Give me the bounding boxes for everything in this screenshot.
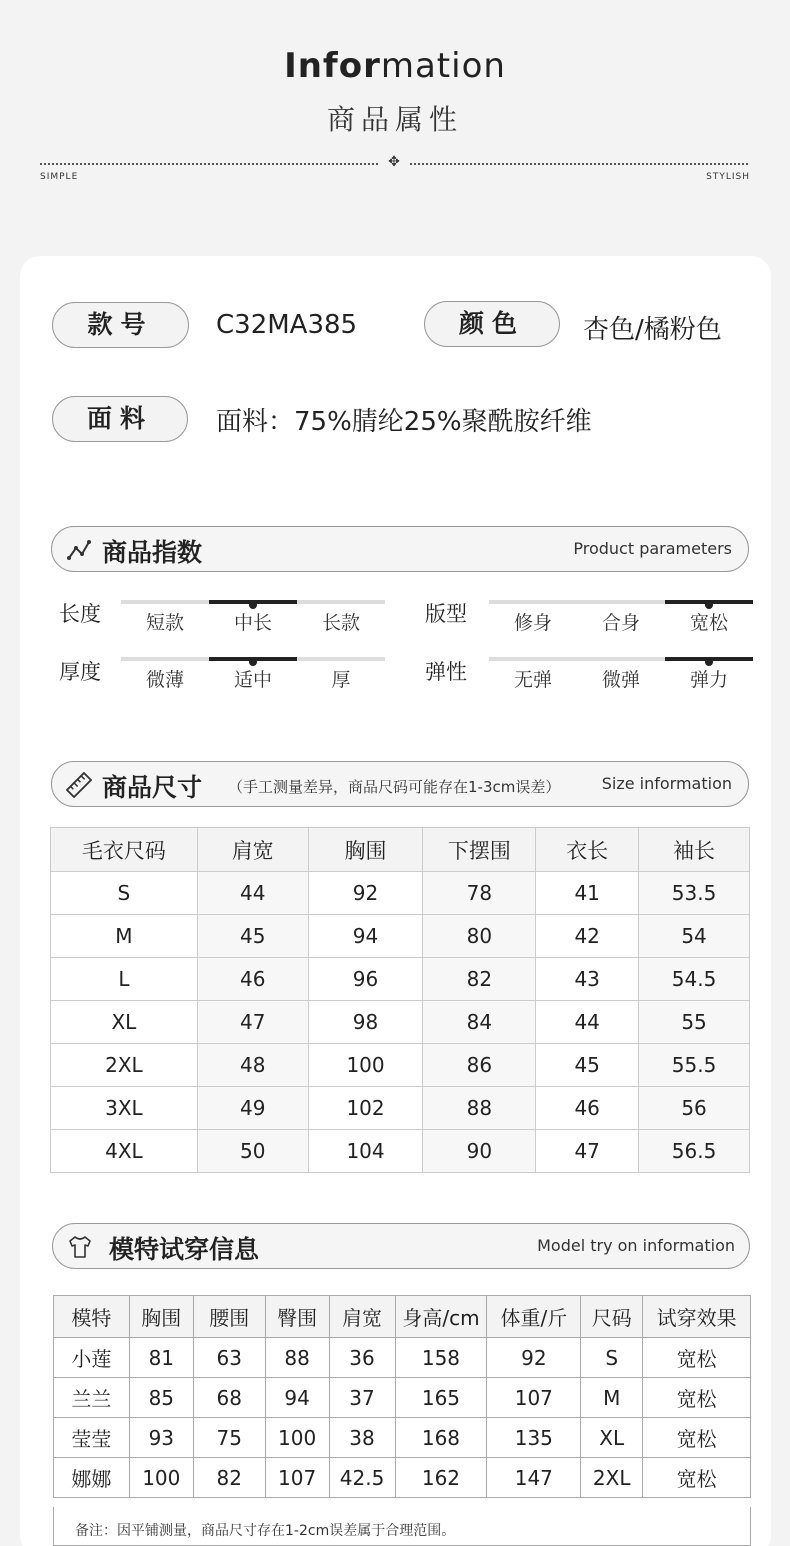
model-cell: 宽松 [643,1418,751,1458]
table-row [51,1001,750,1044]
index-option: 短款 [145,612,184,634]
size-cell: 96 [308,958,423,1001]
model-cell: 158 [395,1338,487,1378]
index-option: 适中 [233,669,272,691]
size-cell: 86 [423,1044,536,1087]
size-cell: 50 [197,1130,308,1173]
page-title: Information [284,46,506,86]
size-cell: 49 [197,1087,308,1130]
size-cell: M [51,915,198,958]
size-cell: 53.5 [639,872,750,915]
table-row [54,1378,751,1418]
model-cell: 92 [487,1338,581,1378]
model-header-cell: 试穿效果 [643,1296,751,1338]
size-cell: 42 [536,915,639,958]
divider-left [40,163,378,165]
model-header-cell: 尺码 [581,1296,643,1338]
model-cell: 宽松 [643,1458,751,1498]
index-option: 修身 [513,612,552,634]
size-cell: 82 [423,958,536,1001]
model-header-cell: 臀围 [265,1296,329,1338]
size-cell: S [51,872,198,915]
size-cell: 84 [423,1001,536,1044]
model-cell: 93 [129,1418,193,1458]
size-cell: 46 [197,958,308,1001]
model-cell: 37 [329,1378,395,1418]
size-cell: 54.5 [639,958,750,1001]
size-cell: 94 [308,915,423,958]
size-cell: 55 [639,1001,750,1044]
size-cell: 4XL [51,1130,198,1173]
model-table-header [54,1296,751,1338]
style-no-label: 款号 [52,302,189,348]
style-no-value: C32MA385 [216,310,358,340]
model-note: 备注：因平铺测量，商品尺寸存在1-2cm误差属于合理范围。 [53,1507,751,1546]
index-option: 宽松 [689,612,728,634]
model-cell: 莹莹 [54,1418,130,1458]
model-cell: 小莲 [54,1338,130,1378]
model-cell: 38 [329,1418,395,1458]
model-cell: 42.5 [329,1458,395,1498]
model-cell: 107 [265,1458,329,1498]
index-label: 版型 [425,602,467,626]
size-header-cell: 胸围 [308,828,423,872]
table-row [51,1130,750,1173]
model-cell: 81 [129,1338,193,1378]
table-row [51,958,750,1001]
divider-right [410,163,748,165]
size-cell: 56 [639,1087,750,1130]
table-row [54,1458,751,1498]
index-label: 弹性 [425,660,467,684]
model-header-cell: 身高/cm [395,1296,487,1338]
model-cell: 168 [395,1418,487,1458]
model-cell: 88 [265,1338,329,1378]
size-cell: 44 [197,872,308,915]
size-cell: 92 [308,872,423,915]
page-subtitle: 商品属性 [326,103,463,136]
model-table [53,1295,751,1498]
table-row [51,915,750,958]
size-cell: 78 [423,872,536,915]
size-cell: 88 [423,1087,536,1130]
size-cell: 47 [536,1130,639,1173]
size-header-cell: 肩宽 [197,828,308,872]
size-header-cell: 袖长 [639,828,750,872]
size-cell: 98 [308,1001,423,1044]
model-cell: M [581,1378,643,1418]
table-row [54,1338,751,1378]
index-option: 合身 [601,612,640,634]
table-row [51,1087,750,1130]
model-header-cell: 体重/斤 [487,1296,581,1338]
model-cell: 75 [193,1418,265,1458]
size-cell: 54 [639,915,750,958]
model-cell: 85 [129,1378,193,1418]
trend-line-icon [66,537,92,563]
model-section-en: Model try on information [537,1236,735,1255]
index-label: 厚度 [59,660,101,684]
index-option: 微薄 [145,669,184,691]
table-row [54,1418,751,1458]
size-cell: 44 [536,1001,639,1044]
fabric-label: 面料 [52,396,188,442]
model-header-cell: 腰围 [193,1296,265,1338]
index-section-en: Product parameters [573,539,732,558]
size-cell: 45 [197,915,308,958]
size-cell: XL [51,1001,198,1044]
index-option: 厚 [331,669,351,691]
table-row [51,1044,750,1087]
tag-simple: SIMPLE [40,172,79,182]
tag-stylish: STYLISH [706,172,750,182]
model-cell: 165 [395,1378,487,1418]
model-cell: 162 [395,1458,487,1498]
size-cell: 80 [423,915,536,958]
size-section-title: 商品尺寸 [102,773,203,802]
model-cell: 135 [487,1418,581,1458]
size-cell: 102 [308,1087,423,1130]
index-section-header [51,526,749,572]
size-header-cell: 毛衣尺码 [51,828,198,872]
model-section-title: 模特试穿信息 [109,1235,260,1264]
size-cell: 100 [308,1044,423,1087]
size-cell: 104 [308,1130,423,1173]
cross-ornament-icon: ✥ [388,154,400,170]
table-row [51,872,750,915]
size-cell: 56.5 [639,1130,750,1173]
model-cell: 娜娜 [54,1458,130,1498]
model-cell: 36 [329,1338,395,1378]
index-option: 长款 [321,612,360,634]
index-option: 无弹 [513,669,552,691]
index-option: 中长 [233,612,272,634]
model-cell: 2XL [581,1458,643,1498]
model-cell: 宽松 [643,1338,751,1378]
color-label: 颜色 [424,301,560,347]
size-table [50,827,750,1173]
shirt-icon [67,1234,93,1260]
model-header-cell: 胸围 [129,1296,193,1338]
size-section-note: （手工测量差异，商品尺码可能存在1-3cm误差） [228,778,561,796]
model-cell: 94 [265,1378,329,1418]
model-header-cell: 模特 [54,1296,130,1338]
model-cell: S [581,1338,643,1378]
size-cell: 90 [423,1130,536,1173]
size-table-header [51,828,750,872]
model-cell: 82 [193,1458,265,1498]
size-cell: 45 [536,1044,639,1087]
size-cell: 55.5 [639,1044,750,1087]
size-section-header [51,761,749,807]
model-cell: XL [581,1418,643,1458]
model-header-cell: 肩宽 [329,1296,395,1338]
size-header-cell: 衣长 [536,828,639,872]
size-cell: L [51,958,198,1001]
model-cell: 100 [129,1458,193,1498]
index-label: 长度 [59,602,101,626]
size-cell: 46 [536,1087,639,1130]
size-cell: 3XL [51,1087,198,1130]
size-section-en: Size information [601,774,732,793]
model-cell: 147 [487,1458,581,1498]
size-header-cell: 下摆围 [423,828,536,872]
model-section-header [52,1223,750,1269]
index-section-title: 商品指数 [102,538,203,567]
model-cell: 宽松 [643,1378,751,1418]
size-cell: 48 [197,1044,308,1087]
ruler-icon [66,772,92,798]
model-cell: 107 [487,1378,581,1418]
model-cell: 68 [193,1378,265,1418]
size-cell: 47 [197,1001,308,1044]
index-option: 弹力 [689,669,728,691]
size-cell: 41 [536,872,639,915]
model-cell: 100 [265,1418,329,1458]
size-cell: 2XL [51,1044,198,1087]
size-cell: 43 [536,958,639,1001]
fabric-value: 面料：75%腈纶25%聚酰胺纤维 [216,407,592,437]
model-cell: 63 [193,1338,265,1378]
color-value: 杏色/橘粉色 [583,315,722,345]
model-cell: 兰兰 [54,1378,130,1418]
index-option: 微弹 [601,669,640,691]
